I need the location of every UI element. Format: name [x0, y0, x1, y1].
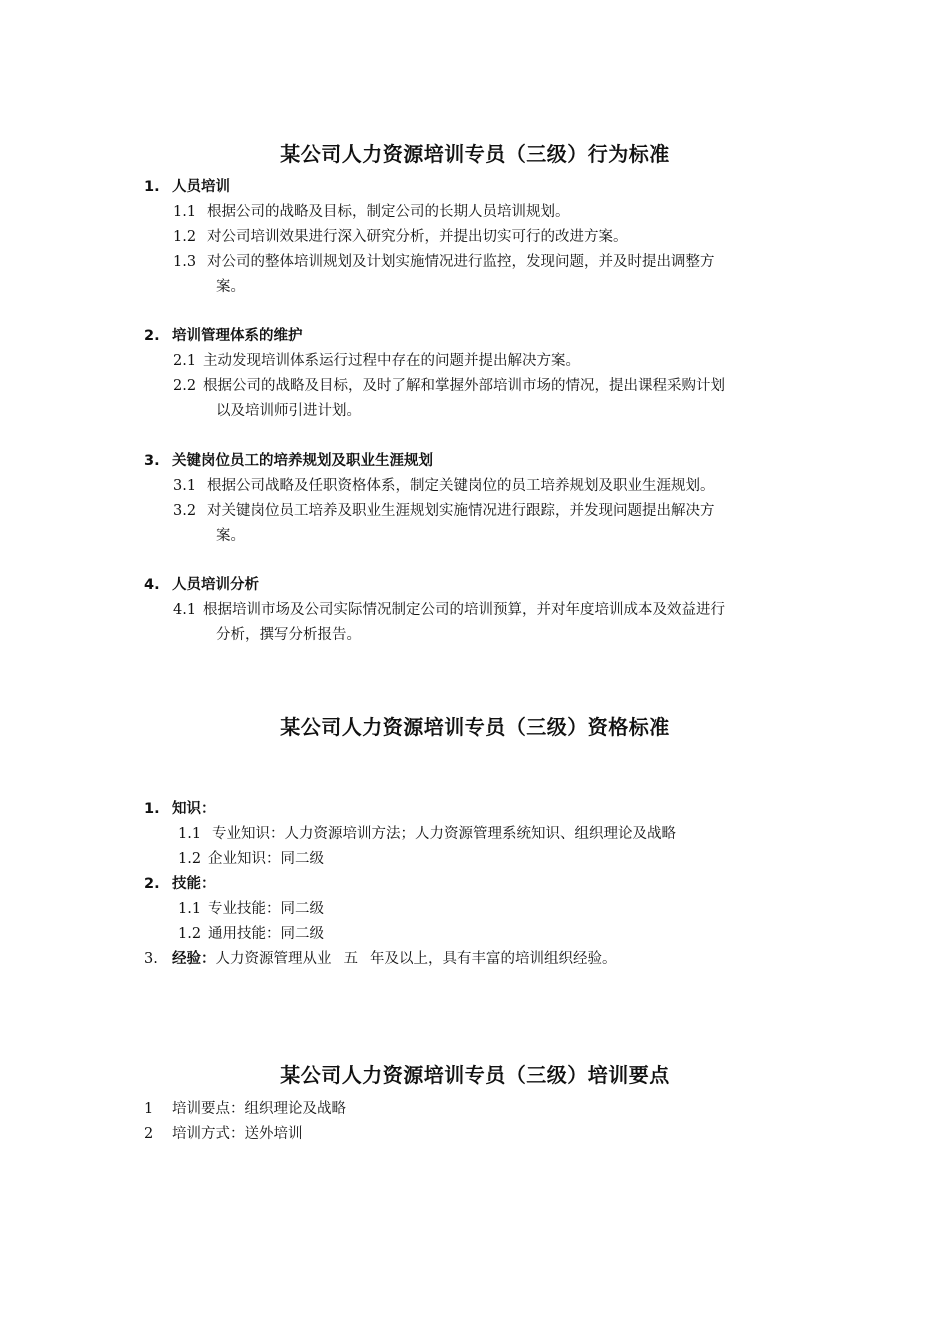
item-number: 4.1: [173, 602, 197, 618]
item-text: 培训要点：组织理论及战略: [172, 1101, 346, 1117]
item-number: 1.2: [178, 926, 202, 942]
group-number: 2.: [144, 876, 160, 892]
item-number: 1.1: [173, 204, 197, 220]
section1-title: 某公司人力资源培训专员（三级）行为标准: [280, 142, 670, 166]
list-item: [178, 825, 676, 843]
group-heading: 人员培训分析: [172, 577, 259, 593]
group-heading: 知识：: [172, 801, 216, 817]
item-number: 2.2: [173, 378, 197, 394]
skills-heading-row: [144, 875, 216, 893]
item-text: 对关键岗位员工培养及职业生涯规划实施情况进行跟踪，并发现问题提出解决方: [207, 503, 715, 519]
item-text: 通用技能：同二级: [208, 926, 324, 942]
item-text: 对公司的整体培训规划及计划实施情况进行监控，发现问题，并及时提出调整方: [207, 254, 715, 270]
group-number: 1.: [144, 179, 160, 195]
list-item: [173, 228, 628, 246]
group-heading: 培训管理体系的维护: [172, 328, 303, 344]
item-text: 根据公司战略及任职资格体系，制定关键岗位的员工培养规划及职业生涯规划。: [207, 478, 715, 494]
group-2-heading-row: [144, 327, 303, 345]
list-item: [173, 601, 725, 619]
list-item: [173, 352, 580, 370]
item-text-continuation: 案。: [216, 279, 245, 295]
group-heading: 关键岗位员工的培养规划及职业生涯规划: [172, 453, 433, 469]
item-text: 培训方式：送外培训: [172, 1126, 303, 1142]
item-text-continuation: 以及培训师引进计划。: [216, 403, 361, 419]
list-item: [144, 1125, 303, 1143]
group-heading: 技能：: [172, 876, 216, 892]
group-number: 4.: [144, 577, 160, 593]
group-4-heading-row: [144, 576, 259, 594]
item-number: 1.2: [178, 851, 202, 867]
group-number: 3.: [144, 453, 160, 469]
item-number: 1.2: [173, 229, 197, 245]
item-number: 1.1: [178, 901, 202, 917]
item-text: 根据公司的战略及目标，及时了解和掌握外部培训市场的情况，提出课程采购计划: [203, 378, 725, 394]
experience-row: [144, 950, 617, 968]
item-text-continuation: 分析，撰写分析报告。: [216, 627, 361, 643]
list-item: [173, 502, 715, 520]
section2-title: 某公司人力资源培训专员（三级）资格标准: [280, 715, 670, 739]
item-text: 根据公司的战略及目标，制定公司的长期人员培训规划。: [207, 204, 570, 220]
item-text: 专业知识：人力资源培训方法；人力资源管理系统知识、组织理论及战略: [212, 826, 676, 842]
item-number: 1.3: [173, 254, 197, 270]
item-number: 1: [144, 1101, 154, 1117]
list-item: [173, 477, 715, 495]
list-item: [173, 203, 570, 221]
experience-text: 人力资源管理从业: [215, 951, 332, 967]
group-1-heading-row: [144, 178, 230, 196]
list-item: [144, 1100, 346, 1118]
list-item: [178, 850, 324, 868]
item-number: 1.1: [178, 826, 202, 842]
group-number: 1.: [144, 801, 160, 817]
group-number: 2.: [144, 328, 160, 344]
knowledge-heading-row: [144, 800, 216, 818]
list-item: [178, 925, 324, 943]
group-heading: 人员培训: [172, 179, 230, 195]
group-3-heading-row: [144, 452, 433, 470]
item-number: 2.1: [173, 353, 197, 369]
list-item: [178, 900, 324, 918]
item-text: 主动发现培训体系运行过程中存在的问题并提出解决方案。: [203, 353, 580, 369]
list-item: [173, 377, 725, 395]
section3-title: 某公司人力资源培训专员（三级）培训要点: [280, 1063, 670, 1087]
group-heading: 经验：: [172, 951, 216, 967]
item-number: 2: [144, 1126, 154, 1142]
item-text: 专业技能：同二级: [208, 901, 324, 917]
experience-text-rest: 年及以上，具有丰富的培训组织经验。: [370, 951, 617, 967]
item-number: 3.2: [173, 503, 197, 519]
experience-years: 五: [343, 951, 358, 967]
list-item: [173, 253, 715, 271]
item-text: 对公司培训效果进行深入研究分析，并提出切实可行的改进方案。: [207, 229, 628, 245]
item-number: 3.1: [173, 478, 197, 494]
item-text: 企业知识：同二级: [208, 851, 324, 867]
item-text-continuation: 案。: [216, 528, 245, 544]
group-number: 3.: [144, 951, 158, 967]
item-text: 根据培训市场及公司实际情况制定公司的培训预算，并对年度培训成本及效益进行: [203, 602, 725, 618]
